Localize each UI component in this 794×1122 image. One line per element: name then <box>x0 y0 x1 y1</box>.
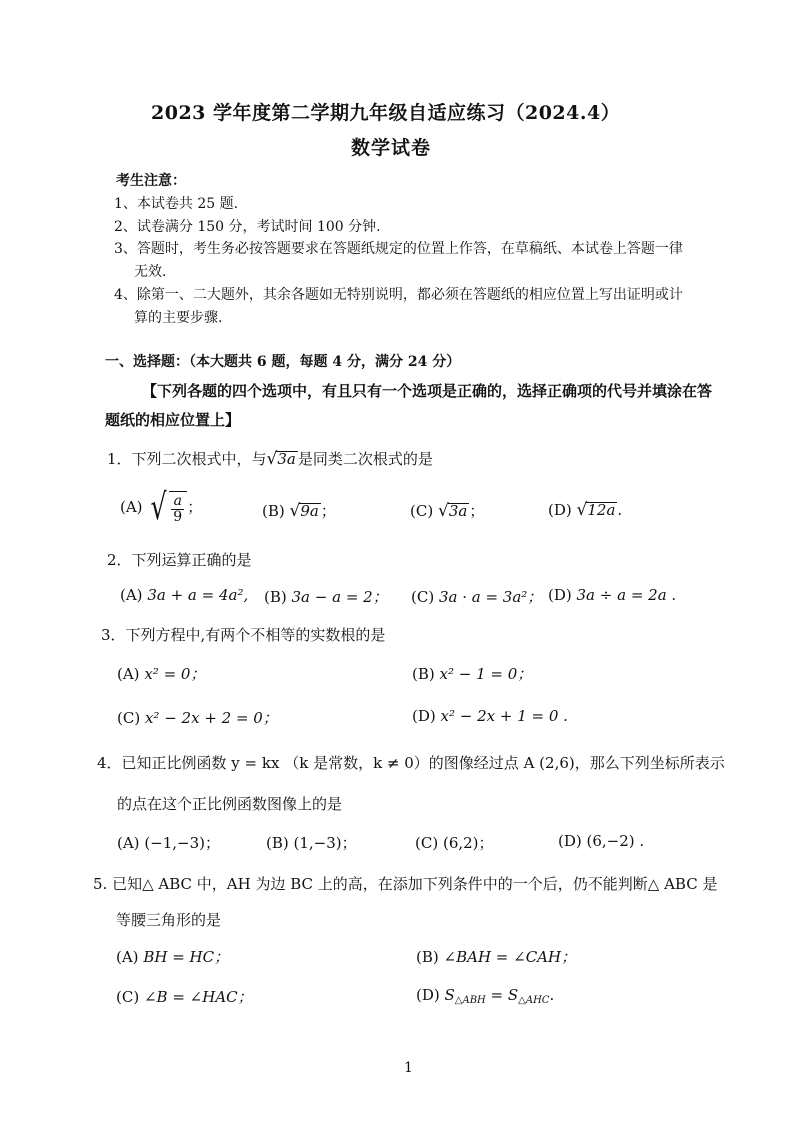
q1-stem <box>107 448 433 469</box>
option-label: (A) <box>117 665 140 683</box>
q1-option-d <box>548 500 622 520</box>
notice-item-4: 4、除第一、二大题外，其余各题如无特别说明，都必须在答题纸的相应位置上写出证明或计 <box>114 287 683 303</box>
option-end: . <box>549 986 555 1004</box>
option-label: (B) <box>262 502 285 520</box>
q4-option-c <box>415 832 494 853</box>
notice-item-3: 3、答题时，考生务必按答题要求在答题纸规定的位置上作答，在草稿纸、本试卷上答题一律 <box>114 241 683 257</box>
option-label: (B) <box>412 665 435 683</box>
option-expression: 3a ÷ a = 2a . <box>576 586 677 604</box>
area-subscript: △AHC <box>518 995 550 1006</box>
section-heading: 一、选择题：（本大题共 6 题，每题 4 分，满分 24 分） <box>105 354 461 370</box>
q1-option-a <box>120 487 203 528</box>
option-label: (A) <box>117 834 140 852</box>
option-expression: BH = HC； <box>143 948 230 966</box>
q3-option-a <box>117 663 205 684</box>
radical-icon: √ <box>266 449 278 469</box>
fraction-numerator: a <box>171 494 184 510</box>
page-number: 1 <box>404 1060 413 1076</box>
option-label: (B) <box>266 834 289 852</box>
area-symbol: = S <box>485 986 519 1004</box>
radical-icon: √ <box>576 500 588 520</box>
exam-subtitle: 数学试卷 <box>351 137 432 159</box>
radicand: 3a <box>448 502 468 520</box>
option-label: (A) <box>120 586 143 604</box>
option-label: (C) <box>116 988 140 1006</box>
q5-stem-line2: 等腰三角形的是 <box>116 911 222 929</box>
option-label: (C) <box>411 588 435 606</box>
radical-icon: √ <box>437 501 449 521</box>
q5-option-d <box>416 986 554 1006</box>
q2-option-b <box>264 586 388 607</box>
option-expression: x² − 2x + 1 = 0 . <box>440 707 568 725</box>
option-expression: 3a + a = 4a², <box>147 586 249 604</box>
q5-option-c <box>116 986 253 1007</box>
radical-icon: √ <box>289 501 301 521</box>
option-expression: 3a · a = 3a²； <box>438 588 543 606</box>
option-label: (D) <box>416 986 440 1004</box>
option-expression: (6,−2) . <box>586 832 645 850</box>
q4-option-a <box>117 832 220 853</box>
option-label: (D) <box>558 832 582 850</box>
option-end: ； <box>469 502 485 520</box>
option-label: (D) <box>412 707 436 725</box>
option-label: (A) <box>116 948 139 966</box>
radicand: 12a <box>587 501 616 519</box>
option-end: ； <box>320 502 336 520</box>
option-label: (C) <box>410 502 434 520</box>
area-subscript: △ABH <box>454 995 486 1006</box>
option-expression: x² − 2x + 2 = 0； <box>144 709 278 727</box>
radical-icon: √ $\frac{a}{9}$ <box>147 490 187 526</box>
q1-option-b <box>262 500 336 521</box>
q3-option-b <box>412 663 532 684</box>
section-instruction-1: 【下列各题的四个选项中，有且只有一个选项是正确的，选择正确项的代号并填涂在答 <box>142 382 713 400</box>
q5-option-b <box>416 946 576 967</box>
q1-stem-radicand: 3a <box>277 450 296 468</box>
option-label: (B) <box>264 588 287 606</box>
option-label: (C) <box>117 709 141 727</box>
notice-item-3-cont: 无效. <box>134 264 167 280</box>
q5-option-a <box>116 946 229 967</box>
option-label: (D) <box>548 501 572 519</box>
q1-stem-text-end: 是同类二次根式的是 <box>297 450 433 468</box>
notice-heading: 考生注意： <box>116 173 186 189</box>
notice-item-2: 2、试卷满分 150 分，考试时间 100 分钟. <box>114 219 381 235</box>
option-end: . <box>617 501 623 519</box>
q2-option-c <box>411 586 542 607</box>
area-symbol: S <box>444 986 455 1004</box>
option-label: (B) <box>416 948 439 966</box>
option-expression: x² = 0； <box>144 665 206 683</box>
q4-stem-line1: 4．已知正比例函数 y = kx （k 是常数，k ≠ 0）的图像经过点 A (2,6)，那么下列坐标所表示 <box>97 754 725 772</box>
radicand: 9a <box>300 502 319 520</box>
q4-option-b <box>266 832 357 853</box>
exam-title: 2023 学年度第二学期九年级自适应练习（2024.4） <box>151 102 621 124</box>
option-label: (C) <box>415 834 439 852</box>
q2-option-d <box>548 586 676 604</box>
q3-stem: 3．下列方程中,有两个不相等的实数根的是 <box>101 626 386 644</box>
q1-stem-text: 1．下列二次根式中，与 <box>107 450 267 468</box>
q3-option-c <box>117 707 278 728</box>
notice-item-1: 1、本试卷共 25 题. <box>114 196 239 212</box>
option-expression: ∠BAH = ∠CAH； <box>443 948 577 966</box>
notice-item-4-cont: 算的主要步骤. <box>134 310 223 326</box>
section-instruction-2: 题纸的相应位置上】 <box>105 411 241 429</box>
option-expression: (6,2)； <box>442 834 494 852</box>
q3-option-d <box>412 707 568 725</box>
option-expression: ∠B = ∠HAC； <box>143 988 253 1006</box>
q5-stem-line1: 5. 已知△ ABC 中，AH 为边 BC 上的高，在添加下列条件中的一个后，仍不能判断△ ABC 是 <box>93 875 718 893</box>
q4-option-d <box>558 832 644 850</box>
option-label: (A) <box>120 498 143 516</box>
option-expression: 3a − a = 2； <box>291 588 388 606</box>
option-expression: (−1,−3)； <box>144 834 221 852</box>
fraction-denominator: 9 <box>173 509 183 525</box>
q2-stem: 2．下列运算正确的是 <box>107 551 252 569</box>
option-expression: (1,−3)； <box>293 834 357 852</box>
option-end: ； <box>187 498 203 516</box>
q1-option-c <box>410 500 484 521</box>
q2-option-a <box>120 586 248 604</box>
q4-stem-line2: 的点在这个正比例函数图像上的是 <box>117 795 343 813</box>
option-expression: x² − 1 = 0； <box>439 665 533 683</box>
option-label: (D) <box>548 586 572 604</box>
